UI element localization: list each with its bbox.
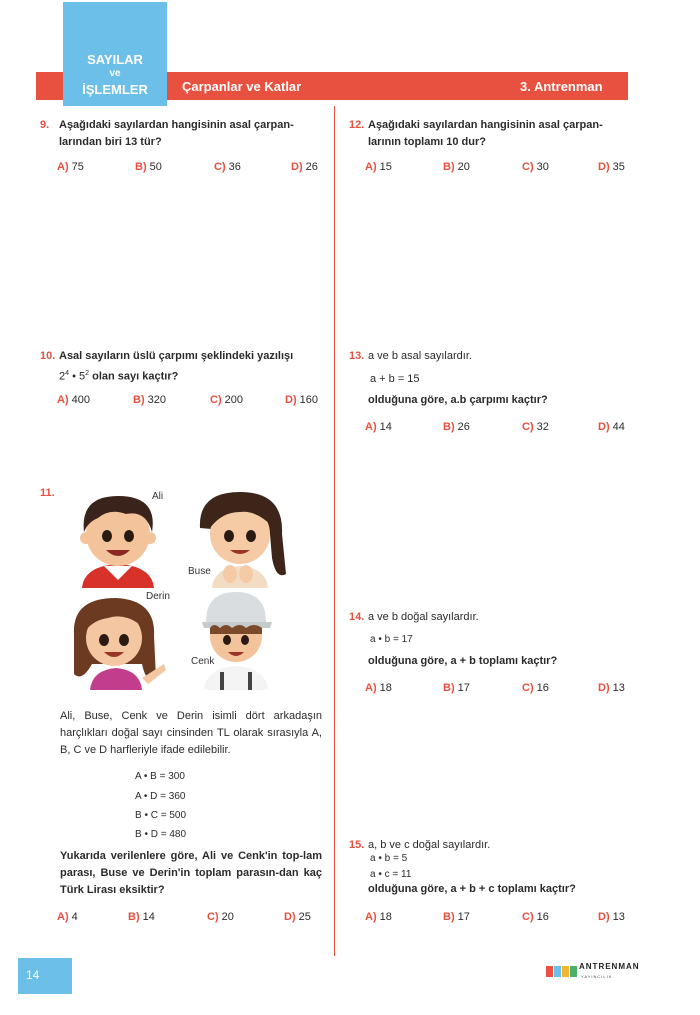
question-text-line: $2^4$ • $5^2$ olan sayı kaçtır? (59, 370, 179, 383)
option-b[interactable]: B) 26 (443, 421, 470, 433)
question-number: 10. (40, 350, 56, 362)
topic-title: Çarpanlar ve Katlar (182, 79, 302, 94)
question-text-line: larından biri 13 tür? (59, 136, 162, 148)
label-buse: Buse (188, 566, 211, 577)
option-d[interactable]: D) 13 (598, 911, 625, 923)
label-cenk: Cenk (191, 656, 215, 667)
options-q10 (57, 394, 327, 408)
option-d[interactable]: D) 44 (598, 421, 625, 433)
section-title: 3. Antrenman (520, 79, 603, 94)
logo-text: ANTRENMAN (579, 962, 640, 971)
options-q9 (57, 161, 327, 175)
cenk-illustration (196, 588, 276, 690)
question-number: 11. (40, 487, 55, 499)
option-d[interactable]: D) 25 (284, 911, 311, 923)
options-q15 (365, 911, 635, 925)
question-14 (349, 609, 634, 626)
option-c[interactable]: C) 16 (522, 682, 549, 694)
option-c[interactable]: C) 16 (522, 911, 549, 923)
option-b[interactable]: B) 50 (135, 161, 162, 173)
question-text: olduğuna göre, a.b çarpımı kaçtır? (368, 394, 548, 406)
question-number: 12. (349, 119, 365, 131)
option-b[interactable]: B) 17 (443, 911, 470, 923)
option-a[interactable]: A) 400 (57, 394, 91, 406)
option-a[interactable]: A) 15 (365, 161, 392, 173)
publisher-logo (546, 960, 646, 984)
option-c[interactable]: C) 36 (214, 161, 241, 173)
logo-icon (546, 964, 578, 982)
options-q13 (365, 421, 635, 435)
question-number: 14. (349, 611, 365, 623)
question-number: 13. (349, 350, 365, 362)
label-ali: Ali (152, 491, 164, 502)
option-d[interactable]: D) 160 (285, 394, 319, 406)
question-intro: a, b ve c doğal sayılardır. (368, 839, 491, 851)
option-a[interactable]: A) 4 (57, 911, 78, 923)
equation: A • D = 360 (135, 791, 186, 802)
option-d[interactable]: D) 13 (598, 682, 625, 694)
question-number: 15. (349, 839, 365, 851)
equation: B • C = 500 (135, 810, 187, 821)
logo-subtext: YAYINCILIK (581, 974, 613, 979)
equation: B • D = 480 (135, 829, 187, 840)
option-c[interactable]: C) 200 (210, 394, 244, 406)
question-10 (40, 348, 325, 384)
equation: A • B = 300 (135, 771, 185, 782)
option-a[interactable]: A) 18 (365, 682, 392, 694)
unit-line-3: İŞLEMLER (82, 82, 148, 97)
option-b[interactable]: B) 14 (128, 911, 155, 923)
question-number: 9. (40, 119, 50, 131)
option-a[interactable]: A) 18 (365, 911, 392, 923)
question-13 (349, 348, 634, 365)
question-12 (349, 117, 634, 153)
question-intro: a ve b doğal sayılardır. (368, 611, 479, 623)
question-intro: a ve b asal sayılardır. (368, 350, 472, 362)
option-d[interactable]: D) 26 (291, 161, 318, 173)
unit-line-2: ve (109, 68, 121, 79)
option-b[interactable]: B) 320 (133, 394, 167, 406)
option-a[interactable]: A) 14 (365, 421, 392, 433)
column-divider (334, 106, 335, 956)
question-text: olduğuna göre, a + b toplamı kaçtır? (368, 655, 558, 667)
unit-line-1: SAYILAR (87, 52, 143, 67)
option-c[interactable]: C) 30 (522, 161, 549, 173)
option-d[interactable]: D) 35 (598, 161, 625, 173)
page-number: 14 (18, 958, 72, 994)
option-c[interactable]: C) 32 (522, 421, 549, 433)
q11-paragraph: Ali, Buse, Cenk ve Derin isimli dört arkadaşın harçlıkları doğal sayı cinsinden TL olarak sırasıyla A, B, C ve D harfleriyle ifade edilebilir. (60, 710, 322, 756)
options-q12 (365, 161, 635, 175)
question-text-line: Aşağıdaki sayılardan hangisinin asal çarpan- (368, 119, 603, 131)
equation: a + b = 15 (370, 373, 420, 385)
option-b[interactable]: B) 20 (443, 161, 470, 173)
question-text-line: Asal sayıların üslü çarpımı şeklindeki yazılışı (59, 350, 294, 362)
q11-question: Yukarıda verilenlere göre, Ali ve Cenk'in top-lam parası, Buse ve Derin'in toplam parasın-dan kaç Türk Lirası eksiktir? (60, 850, 322, 896)
derin-illustration (68, 594, 168, 690)
question-text-line: Aşağıdaki sayılardan hangisinin asal çarpan- (59, 119, 294, 131)
label-derin: Derin (146, 591, 170, 602)
question-11 (40, 485, 70, 502)
options-q11 (57, 911, 327, 925)
option-a[interactable]: A) 75 (57, 161, 84, 173)
option-b[interactable]: B) 17 (443, 682, 470, 694)
equation: a • c = 11 (370, 869, 412, 880)
question-15 (349, 837, 634, 854)
question-text-line: larının toplamı 10 dur? (368, 136, 486, 148)
equation: a • b = 17 (370, 634, 413, 645)
options-q14 (365, 682, 635, 696)
question-9 (40, 117, 325, 153)
option-c[interactable]: C) 20 (207, 911, 234, 923)
question-text: olduğuna göre, a + b + c toplamı kaçtır? (368, 883, 576, 895)
ali-illustration (70, 488, 166, 588)
equation: a • b = 5 (370, 853, 408, 864)
unit-badge (63, 2, 167, 106)
